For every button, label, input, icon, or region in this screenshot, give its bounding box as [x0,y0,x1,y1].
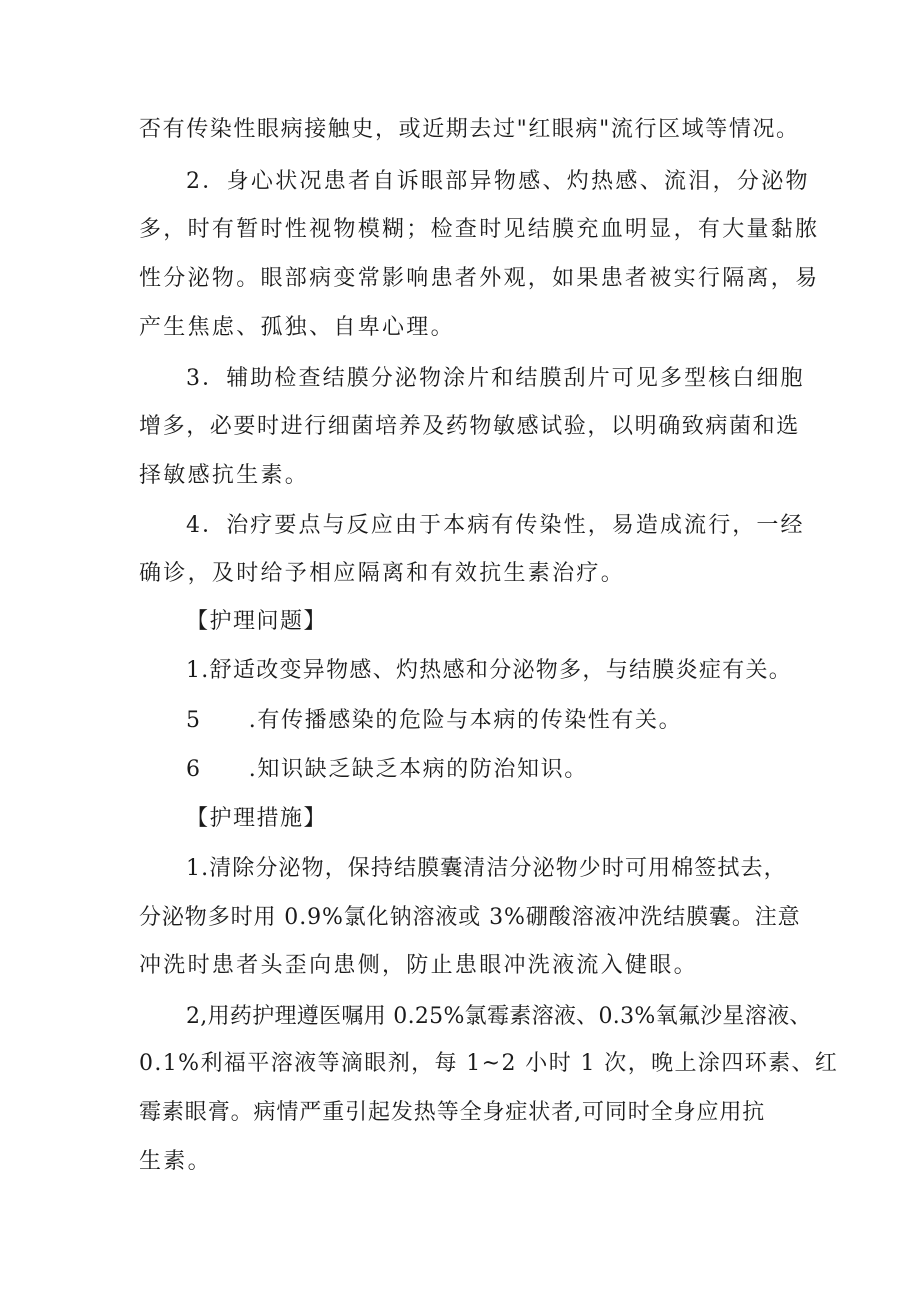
text-line: 确诊，及时给予相应隔离和有效抗生素治疗。 [139,561,626,586]
text-line: 0.1%利福平溶液等滴眼剂，每 1~2 小时 1 次，晚上涂四环素、红 [139,1051,839,1076]
text-line: 6 .知识缺乏缺乏本病的防治知识。 [186,757,588,782]
text-line: 增多，必要时进行细菌培养及药物敏感试验，以明确致病菌和选 [139,414,800,439]
text-line: 4．治疗要点与反应由于本病有传染性，易造成流行，一经 [186,513,805,538]
text-line: 5 .有传播感染的危险与本病的传染性有关。 [186,708,683,733]
text-line: 否有传染性眼病接触史，或近期去过"红眼病"流行区域等情况。 [139,117,800,142]
text-line: 多，时有暂时性视物模糊；检查时见结膜充血明显，有大量黏脓 [139,217,820,242]
text-line: 择敏感抗生素。 [139,463,310,488]
text-line: 1.舒适改变异物感、灼热感和分泌物多，与结膜炎症有关。 [186,658,793,683]
text-line: 2,用药护理遵医嘱用 0.25%氯霉素溶液、0.3%氧氟沙星溶液、 [186,1004,812,1029]
text-line: 2．身心状况患者自诉眼部异物感、灼热感、流泪，分泌物 [186,169,810,194]
text-line: 生素。 [139,1149,212,1174]
text-line: 1.清除分泌物，保持结膜囊清洁分泌物少时可用棉签拭去， [186,856,787,881]
text-line: 产生焦虑、孤独、自卑心理。 [139,315,455,340]
text-line: 霉素眼膏。病情严重引起发热等全身症状者,可同时全身应用抗 [139,1100,766,1125]
section-heading: 【护理措施】 [186,806,328,831]
text-line: 3．辅助检查结膜分泌物涂片和结膜刮片可见多型核白细胞 [186,366,805,391]
text-line: 分泌物多时用 0.9%氯化钠溶液或 3%硼酸溶液冲洗结膜囊。注意 [139,905,801,930]
section-heading: 【护理问题】 [186,609,328,634]
text-line: 性分泌物。眼部病变常影响患者外观，如果患者被实行隔离，易 [139,266,820,291]
text-line: 冲洗时患者头歪向患侧，防止患眼冲洗液流入健眼。 [139,953,698,978]
